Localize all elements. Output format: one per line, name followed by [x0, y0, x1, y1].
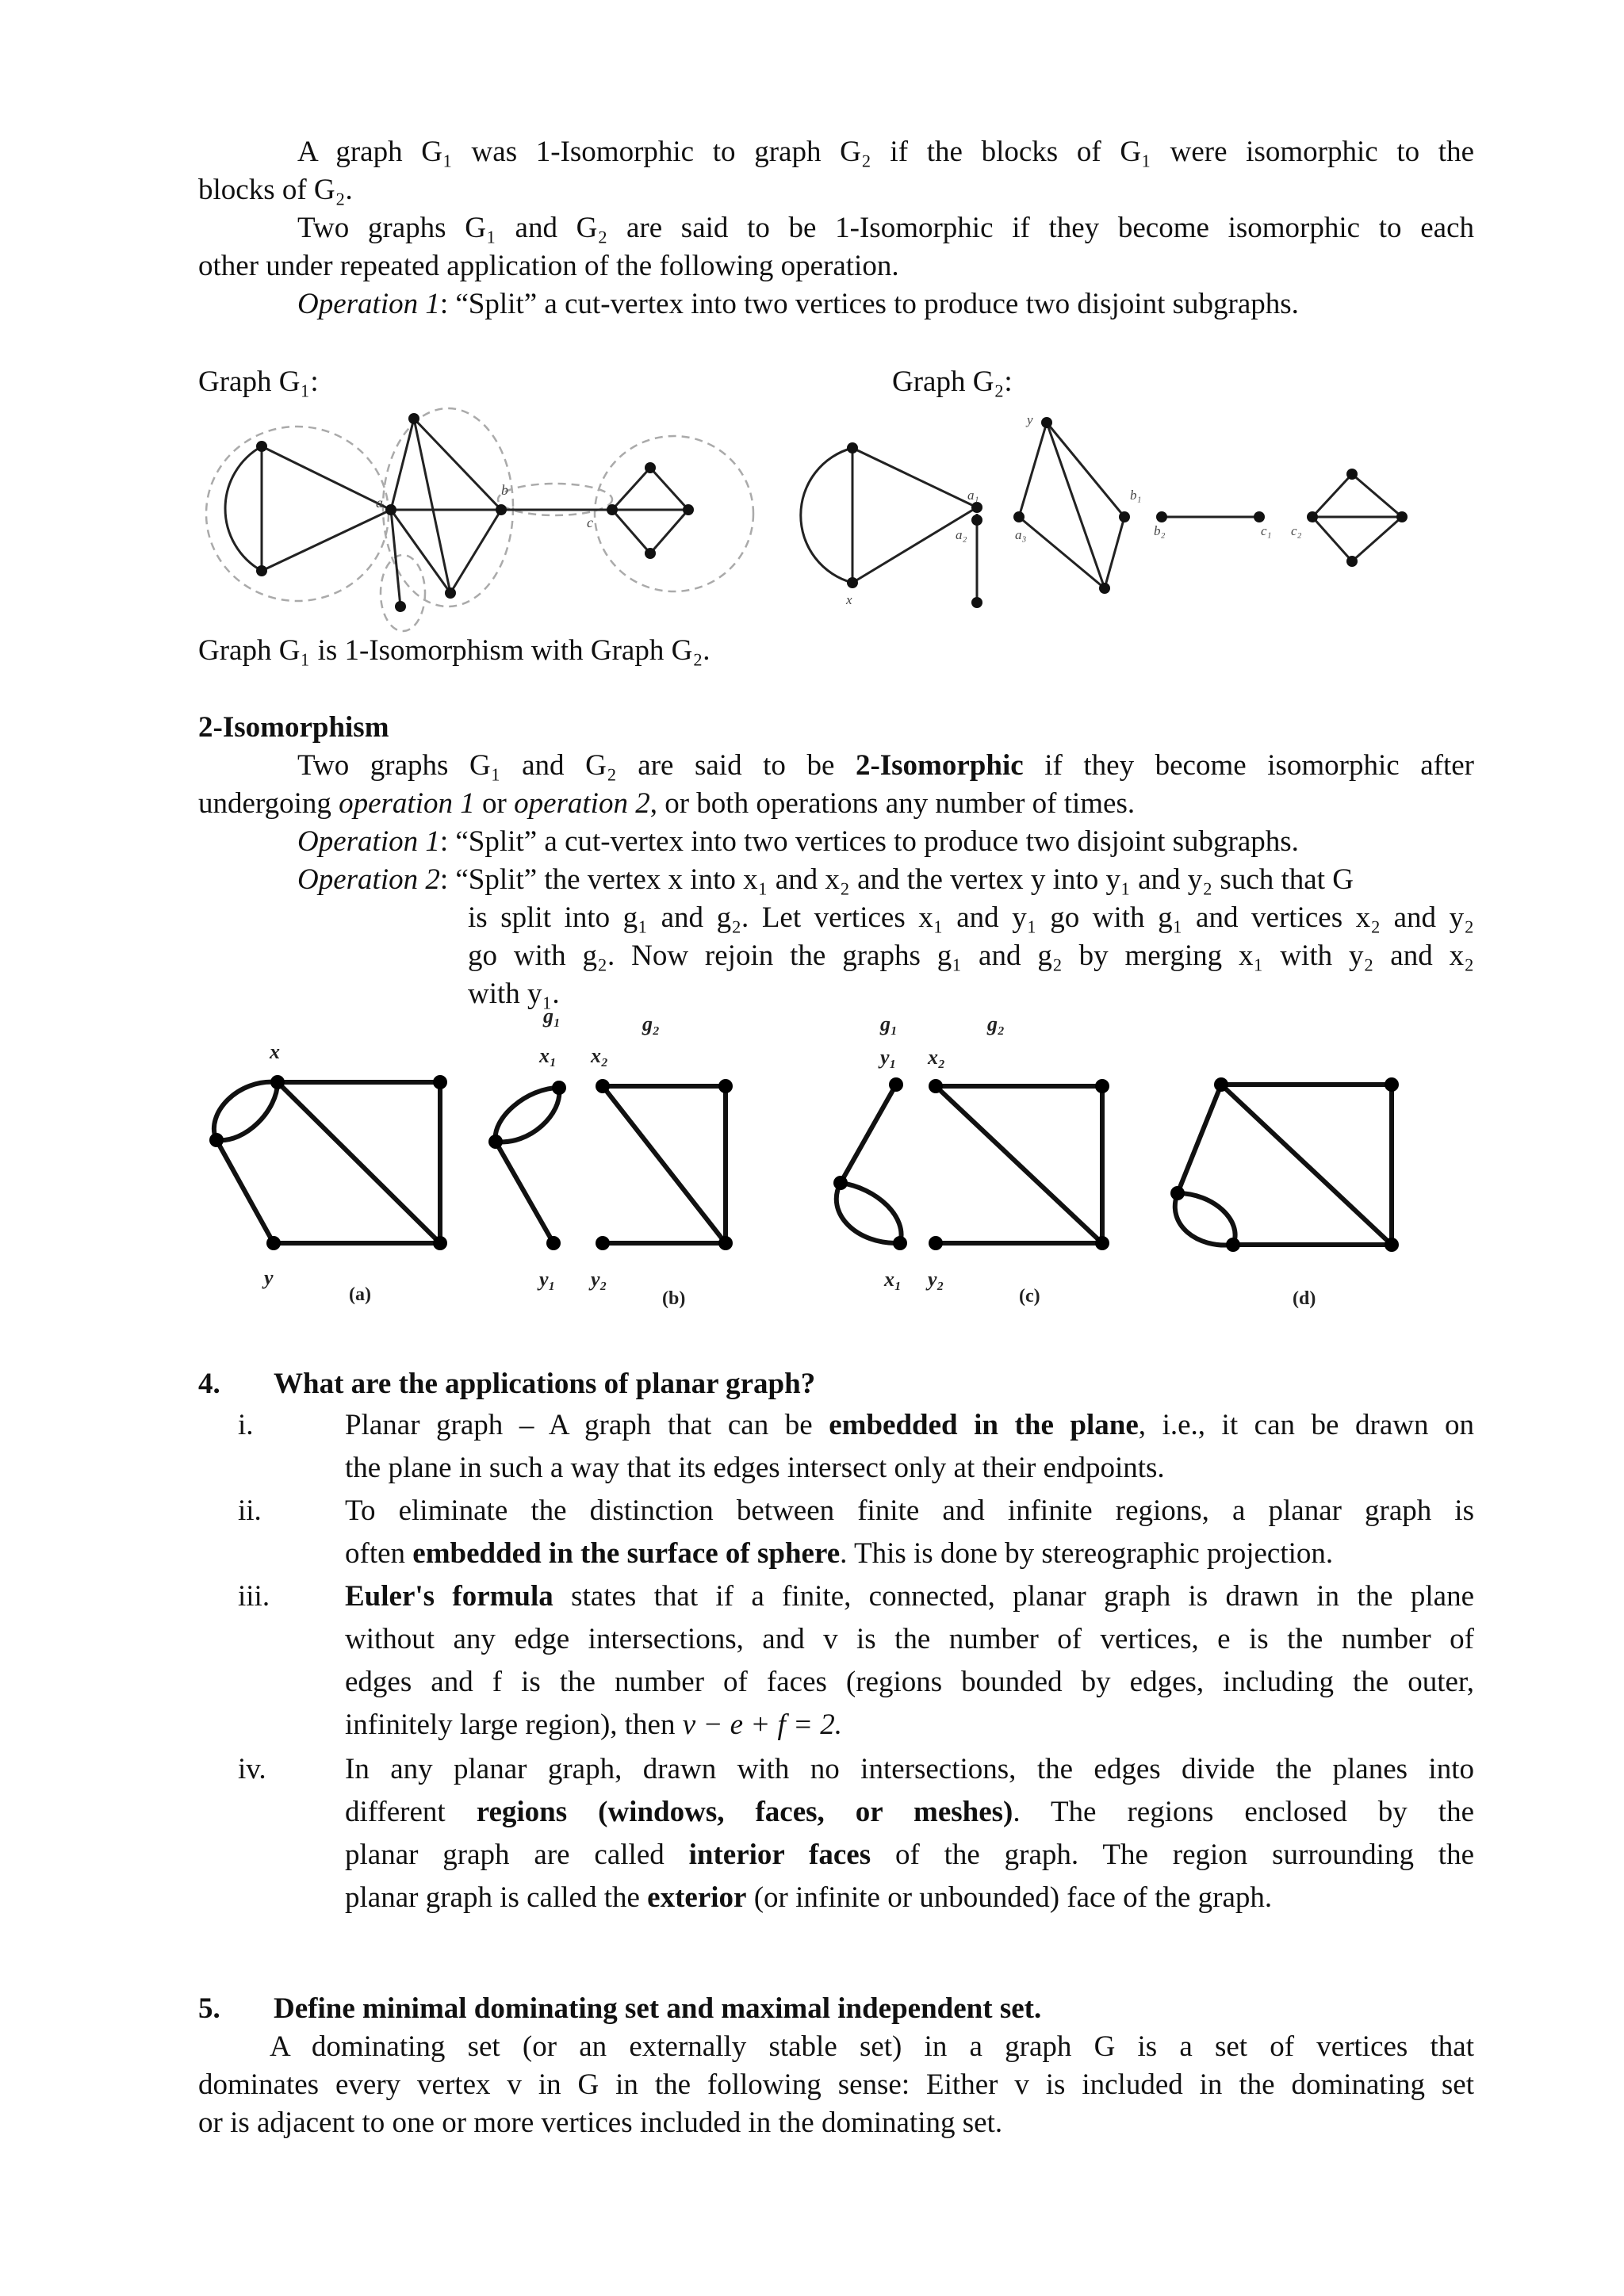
fig2c-label-y1: y₁ [880, 1046, 897, 1069]
iso2-p-line1: Two graphs G₁ and G₂ are said to be 2-Isomorphic if they become isomorphic after [297, 749, 1474, 782]
q4-item-ii-num: ii. [238, 1494, 262, 1527]
intro-p1-line2: blocks of G₂. [198, 174, 353, 206]
intro-p1-line1: A graph G₁ was 1-Isomorphic to graph G₂ if the blocks of G₁ were isomorphic to the [297, 136, 1474, 168]
intro-p2-line1: Two graphs G₁ and G₂ are said to be 1-Isomorphic if they become isomorphic to each [297, 212, 1474, 244]
g2-label-b1: b₁ [1130, 488, 1142, 503]
q4-item-iii-num: iii. [238, 1580, 270, 1613]
fig2-caption-d: (d) [1293, 1288, 1316, 1309]
fig2b-label-g2: g₂ [642, 1012, 661, 1035]
fig2-caption-c: (c) [1019, 1286, 1040, 1307]
g1-label-c: c [587, 515, 593, 530]
intro-operation1: Operation 1: “Split” a cut-vertex into two vertices to produce two disjoint subgraphs. [297, 288, 1299, 320]
g2-label-b2: b₂ [1154, 523, 1166, 538]
euler-formula: v − e + f = 2. [682, 1709, 842, 1741]
g2-label-a1: a₁ [967, 488, 979, 503]
fig2c-label-x1: x₁ [884, 1268, 902, 1291]
q4-item-iii-line2: without any edge intersections, and v is the number of vertices, e is the number of [345, 1623, 1474, 1655]
fig2a-label-x: x [270, 1040, 280, 1063]
q5-heading: Define minimal dominating set and maximal independent set. [274, 1992, 1042, 2025]
fig2c-label-x2: x₂ [928, 1046, 946, 1069]
graph-g2-label: Graph G₂: [892, 365, 1013, 398]
q4-item-i-num: i. [238, 1409, 254, 1441]
q4-item-ii-line2: often embedded in the surface of sphere. This is done by stereographic projection. [345, 1537, 1334, 1570]
fig2b-label-y1: y₁ [539, 1268, 556, 1291]
g2-label-a2: a₂ [956, 527, 967, 542]
q4-item-ii-line1: To eliminate the distinction between finite and infinite regions, a planar graph is [345, 1494, 1474, 1527]
q5-line1: A dominating set (or an externally stable set) in a graph G is a set of vertices that [270, 2030, 1474, 2063]
fig2b-label-y2: y₂ [591, 1268, 607, 1291]
fig2-caption-a: (a) [349, 1284, 371, 1305]
g2-label-x: x [846, 592, 852, 607]
fig2-caption-b: (b) [662, 1288, 686, 1309]
q5-number: 5. [198, 1992, 220, 2025]
fig2c-label-g2: g₂ [987, 1012, 1005, 1035]
iso2-operation1: Operation 1: “Split” a cut-vertex into two vertices to produce two disjoint subgraphs. [297, 825, 1299, 858]
g1-label-a: a [376, 495, 383, 511]
g1-label-b: b [501, 482, 508, 498]
g2-label-a3: a₃ [1015, 527, 1027, 542]
g2-label-c2: c₂ [1291, 523, 1302, 538]
iso2-op2-line2: is split into g₁ and g₂. Let vertices x₁ and y₁ go with g₁ and vertices x₂ and y₂ [468, 901, 1474, 934]
fig2a-label-y: y [264, 1266, 274, 1289]
fig2c-label-y2: y₂ [928, 1268, 944, 1291]
graph-b [496, 1086, 726, 1243]
iso2-op2-line4: with y₁. [468, 978, 560, 1010]
iso2-heading: 2-Isomorphism [198, 711, 389, 744]
graph-d [1175, 1085, 1392, 1246]
fig2b-label-x1: x₁ [539, 1044, 557, 1067]
q4-item-iv-line4: planar graph is called the exterior (or infinite or unbounded) face of the graph. [345, 1881, 1273, 1914]
q4-item-iii-line3: edges and f is the number of faces (regions bounded by edges, including the outer, [345, 1666, 1474, 1698]
q5-line3: or is adjacent to one or more vertices included in the dominating set. [198, 2107, 1003, 2139]
fig2b-label-g1: g₁ [543, 1004, 561, 1027]
g2-label-c1: c₁ [1261, 523, 1272, 538]
q4-item-i-line2: the plane in such a way that its edges intersect only at their endpoints. [345, 1452, 1165, 1484]
q4-item-iv-line2: different regions (windows, faces, or meshes). The regions enclosed by the [345, 1796, 1474, 1828]
intro-p2-line2: other under repeated application of the following operation. [198, 250, 899, 282]
q4-item-iv-num: iv. [238, 1753, 266, 1785]
graph-a [214, 1082, 440, 1243]
g2-label-y: y [1027, 412, 1033, 427]
q5-line2: dominates every vertex v in G in the following sense: Either v is included in the dominating set [198, 2068, 1474, 2101]
q4-item-iv-line1: In any planar graph, drawn with no intersections, the edges divide the planes into [345, 1753, 1474, 1785]
q4-item-iv-line3: planar graph are called interior faces of the graph. The region surrounding the [345, 1839, 1475, 1871]
graph-g1-label: Graph G₁: [198, 365, 319, 398]
iso2-op2-line3: go with g₂. Now rejoin the graphs g₁ and g₂ by merging x₁ with y₂ and x₂ [468, 939, 1474, 972]
q4-item-i-line1: Planar graph – A graph that can be embedded in the plane, i.e., it can be drawn on [345, 1409, 1475, 1441]
figure-1-caption: Graph G₁ is 1-Isomorphism with Graph G₂. [198, 634, 710, 667]
fig2c-label-g1: g₁ [880, 1012, 898, 1035]
fig2b-label-x2: x₂ [591, 1044, 609, 1067]
q4-number: 4. [198, 1368, 220, 1400]
iso2-operation2: Operation 2: “Split” the vertex x into x₁ and x₂ and the vertex y into y₁ and y₂ such that G [297, 863, 1354, 896]
iso2-p-line2: undergoing operation 1 or operation 2, or both operations any number of times. [198, 787, 1136, 820]
q4-heading: What are the applications of planar graph? [274, 1368, 816, 1400]
q4-item-iii-line4: infinitely large region), then v − e + f = 2. [345, 1709, 842, 1741]
q4-item-iii-line1: Euler's formula states that if a finite, connected, planar graph is drawn in the plane [345, 1580, 1474, 1613]
graph-c [837, 1085, 1102, 1243]
